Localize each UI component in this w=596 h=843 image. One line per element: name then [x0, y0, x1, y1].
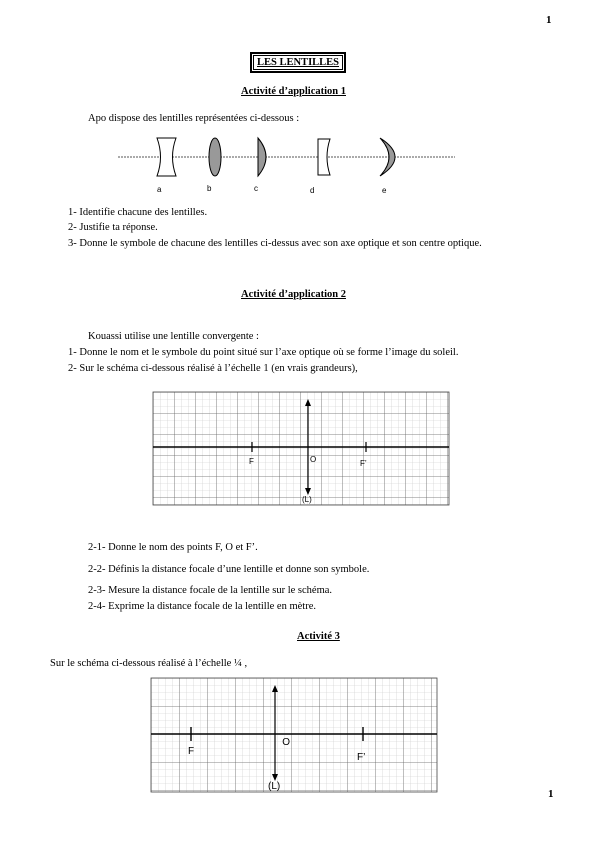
activity1-question-2: 2- Justifie ta réponse.	[68, 222, 158, 233]
label-F-prime: F’	[360, 459, 367, 468]
lens-label-b: b	[207, 184, 212, 193]
activity2-sub-4: 2-4- Exprime la distance focale de la lentille en mètre.	[88, 601, 316, 612]
activity1-question-1: 1- Identifie chacune des lentilles.	[68, 207, 208, 218]
activity1-intro: Apo dispose des lentilles représentées ci-dessous :	[88, 113, 300, 124]
page-title: LES LENTILLES	[253, 55, 343, 70]
activity2-figure	[150, 388, 452, 508]
lens-label-e: e	[382, 186, 387, 195]
label-L: (L)	[302, 495, 312, 504]
lens-b-biconvex	[209, 138, 221, 176]
activity2-sub-1: 2-1- Donne le nom des points F, O et F’.	[88, 542, 258, 553]
activity3-intro: Sur le schéma ci-dessous réalisé à l’échelle ¼ ,	[50, 658, 248, 669]
activity2-question-1: 1- Donne le nom et le symbole du point situé sur l’axe optique où se forme l’image du soleil.	[68, 347, 459, 358]
page-number-bottom: 1	[548, 788, 554, 800]
activity2-sub-2: 2-2- Définis la distance focale d’une lentille et donne son symbole.	[88, 564, 370, 575]
lens-label-c: c	[254, 184, 258, 193]
lens-label-a: a	[157, 185, 162, 194]
label-F-prime: F’	[357, 752, 366, 763]
label-O: O	[310, 455, 317, 464]
label-L: (L)	[268, 781, 281, 792]
label-O: O	[282, 735, 290, 746]
activity2-question-2: 2- Sur le schéma ci-dessous réalisé à l’échelle 1 (en vrais grandeurs),	[68, 363, 358, 374]
activity3-figure	[148, 676, 440, 794]
activity3-heading: Activité 3	[297, 631, 340, 642]
activity1-heading: Activité d’application 1	[241, 86, 346, 97]
page-title-box	[250, 52, 346, 73]
label-F: F	[249, 457, 254, 466]
page-number-top: 1	[546, 14, 552, 26]
lens-label-d: d	[310, 186, 315, 195]
label-F: F	[188, 746, 195, 757]
activity2-intro: Kouassi utilise une lentille convergente :	[88, 331, 259, 342]
activity2-sub-3: 2-3- Mesure la distance focale de la lentille sur le schéma.	[88, 585, 333, 596]
lens-c-plano-convex	[258, 138, 266, 176]
lenses-figure	[110, 130, 460, 200]
activity2-heading: Activité d’application 2	[241, 289, 346, 300]
activity1-question-3: 3- Donne le symbole de chacune des lentilles ci-dessus avec son axe optique et son centre optique.	[68, 238, 482, 249]
